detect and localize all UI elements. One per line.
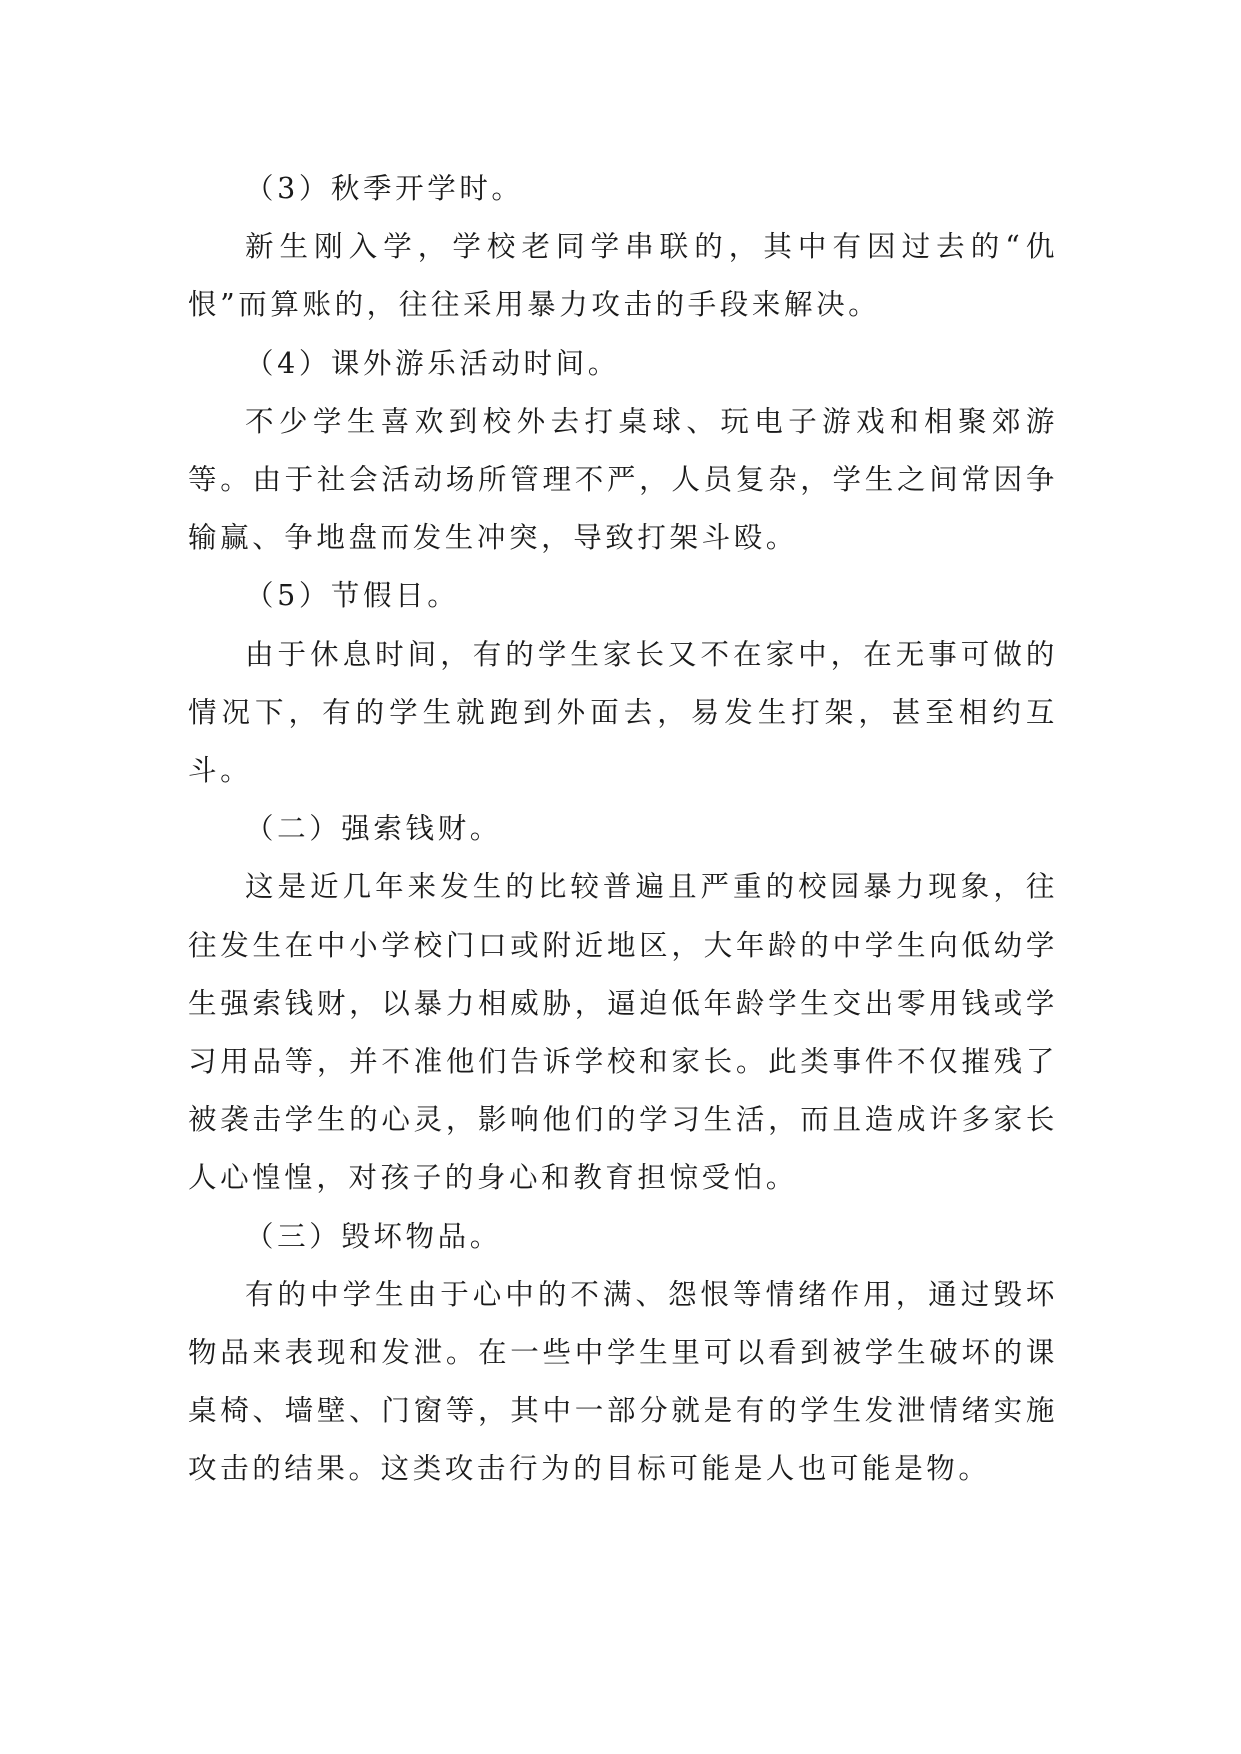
paragraph-holidays: 由于休息时间，有的学生家长又不在家中，在无事可做的情况下，有的学生就跑到外面去，易发生打架，甚至相约互斗。 [188,637,1058,788]
paragraph-property-damage: 有的中学生由于心中的不满、怨恨等情绪作用，通过毁坏物品来表现和发泄。在一些中学生里可以看到被学生破坏的课桌椅、墙壁、门窗等，其中一部分就是有的学生发泄情绪实施攻击的结果。这类攻击行为的目标可能是人也可能是物。 [188,1277,1058,1486]
heading-holidays: （5）节假日。 [245,579,460,613]
heading-property-damage: （三）毁坏物品。 [245,1219,502,1253]
paragraph-extortion: 这是近几年来发生的比较普遍且严重的校园暴力现象，往往发生在中小学校门口或附近地区，大年龄的中学生向低幼学生强索钱财，以暴力相威胁，逼迫低年龄学生交出零用钱或学习用品等，并不准他们告诉学校和家长。此类事件不仅摧残了被袭击学生的心灵，影响他们的学习生活，而且造成许多家长人心惶惶，对孩子的身心和教育担惊受怕。 [188,870,1058,1195]
heading-extortion: （二）强索钱财。 [245,812,502,846]
paragraph-autumn-term: 新生刚入学，学校老同学串联的，其中有因过去的“仇恨”而算账的，往往采用暴力攻击的手段来解决。 [188,230,1058,322]
heading-extracurricular-time: （4）课外游乐活动时间。 [245,346,620,380]
paragraph-extracurricular-time: 不少学生喜欢到校外去打桌球、玩电子游戏和相聚郊游等。由于社会活动场所管理不严，人员复杂，学生之间常因争输赢、争地盘而发生冲突，导致打架斗殴。 [188,404,1058,555]
heading-autumn-term: （3）秋季开学时。 [245,172,524,205]
document-page [188,160,1058,1499]
